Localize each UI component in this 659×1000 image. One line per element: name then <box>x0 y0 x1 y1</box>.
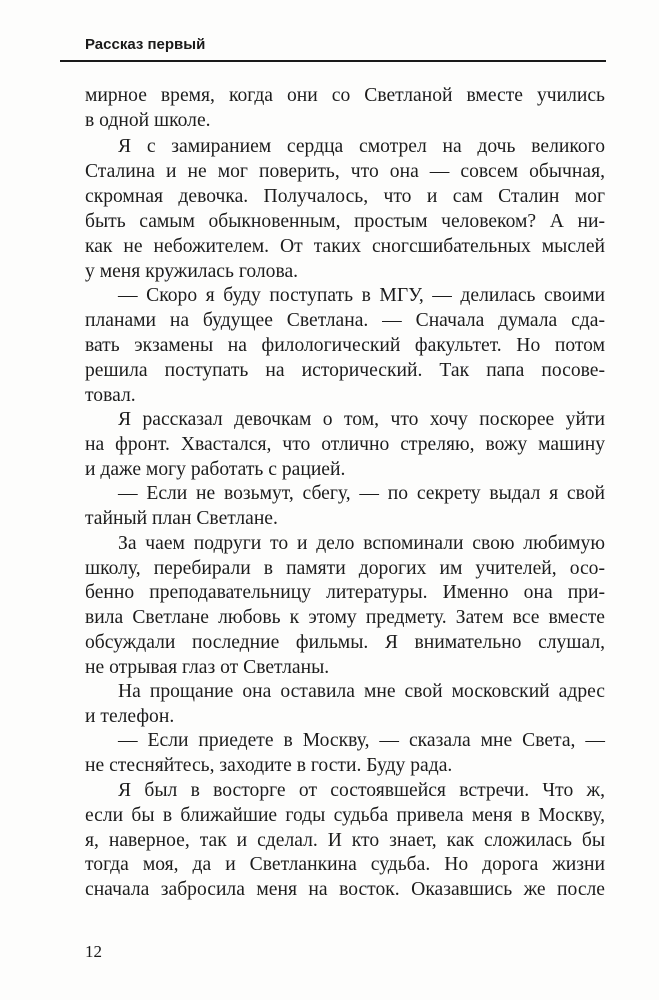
text-line: Я с замиранием сердца смотрел на дочь великого <box>118 136 605 157</box>
text-line: За чаем подруги то и дело вспоминали свою любимую <box>118 533 605 554</box>
text-line: — Скоро я буду поступать в МГУ, — делилась своими <box>118 285 605 306</box>
text-line: Я был в восторге от состоявшейся встречи. Что ж, <box>118 780 605 801</box>
text-line: вать экзамены на филологический факультет. Но потом <box>85 335 605 356</box>
text-line: как не небожителем. От таких сногсшибательных мыслей <box>85 236 605 257</box>
text-line: Сталина и не мог поверить, что она — совсем обычная, <box>85 161 605 182</box>
text-line: я, наверное, так и сделал. И кто знает, как сложилась бы <box>85 830 605 851</box>
text-line: вила Светлане любовь к этому предмету. Затем все вместе <box>85 607 605 628</box>
page-number: 12 <box>85 942 102 961</box>
text-line: товал. <box>85 385 136 406</box>
text-line: на фронт. Хвастался, что отлично стреляю, вожу машину <box>85 434 605 455</box>
text-line: тайный план Светлане. <box>85 508 278 529</box>
text-line: мирное время, когда они со Светланой вместе учились <box>85 85 605 106</box>
text-line: Я рассказал девочкам о том, что хочу поскорее уйти <box>118 409 605 430</box>
text-line: в одной школе. <box>85 110 211 131</box>
header-rule <box>60 60 606 62</box>
running-title: Рассказ первый <box>85 36 206 53</box>
text-line: не стесняйтесь, заходите в гости. Буду рада. <box>85 755 453 776</box>
text-line: и телефон. <box>85 706 175 727</box>
text-line: обсуждали последние фильмы. Я внимательно слушал, <box>85 632 605 653</box>
text-line: скромная девочка. Получалось, что и сам Сталин мог <box>85 186 605 207</box>
text-line: если бы в ближайшие годы судьба привела меня в Москву, <box>85 805 605 826</box>
text-line: и даже могу работать с рацией. <box>85 459 346 480</box>
text-line: школу, перебирали в памяти дорогих им учителей, осо- <box>85 558 605 579</box>
text-line: — Если приедете в Москву, — сказала мне Света, — <box>118 730 605 751</box>
text-line: На прощание она оставила мне свой московский адрес <box>118 681 605 702</box>
text-line: планами на будущее Светлана. — Сначала думала сда- <box>85 310 605 331</box>
text-line: быть самым обыкновенным, простым человеком? А ни- <box>85 211 605 232</box>
text-line: решила поступать на исторический. Так папа посове- <box>85 360 605 381</box>
text-line: тогда моя, да и Светланкина судьба. Но дорога жизни <box>85 854 605 875</box>
text-line: бенно преподавательницу литературы. Именно она при- <box>85 582 605 603</box>
text-line: — Если не возьмут, сбегу, — по секрету выдал я свой <box>118 483 605 504</box>
text-line: сначала забросила меня на восток. Оказавшись же после <box>85 879 605 900</box>
text-line: у меня кружилась голова. <box>85 261 299 282</box>
text-line: не отрывая глаз от Светланы. <box>85 657 330 678</box>
